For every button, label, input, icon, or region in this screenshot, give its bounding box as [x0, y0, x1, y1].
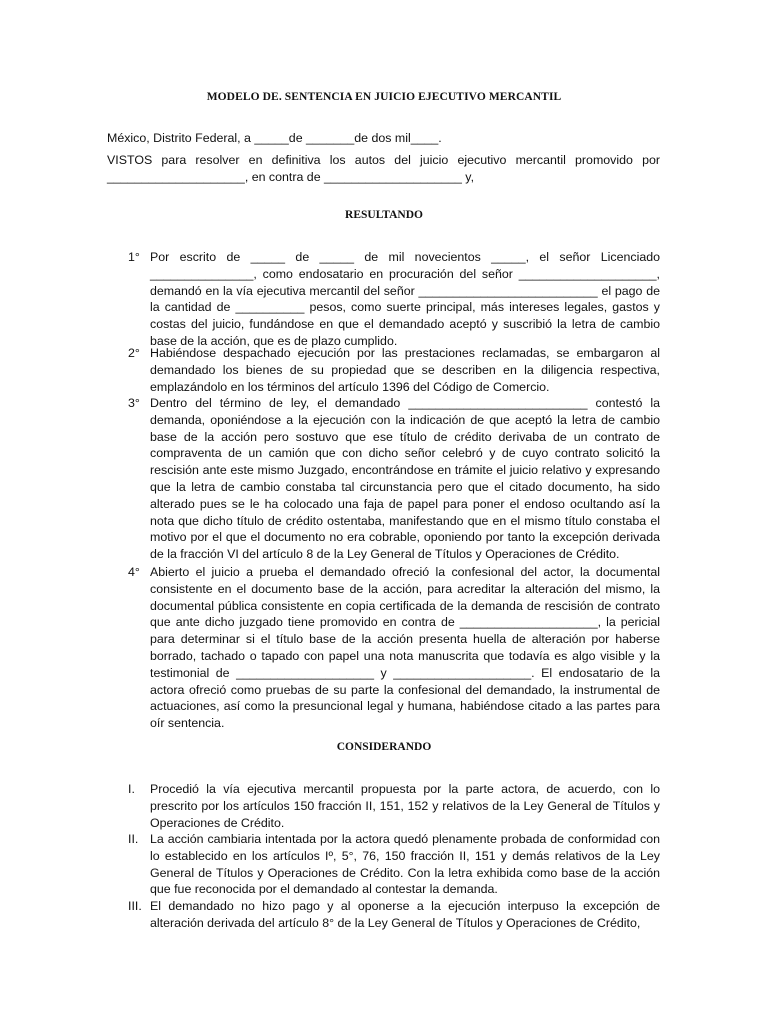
- item-number: 3°: [128, 396, 140, 410]
- vistos-paragraph: VISTOS para resolver en definitiva los autos del juicio ejecutivo mercantil promovido por ____________________, en contra de ____________________ y,: [107, 153, 660, 184]
- resultando-item-3: [128, 395, 660, 563]
- place-date-line: México, Distrito Federal, a _____de _______de dos mil____.: [107, 131, 442, 145]
- item-number: 2°: [128, 346, 140, 360]
- considerando-item-3: [128, 898, 660, 932]
- resultando-heading: RESULTANDO: [345, 209, 423, 221]
- resultando-item-2: [128, 345, 660, 395]
- item-text: Dentro del término de ley, el demandado __________________________ contestó la demanda, oponiéndose a la ejecución con la indicación de que aceptó la letra de cambio base de la acción pero sostuvo que ese título de crédito derivaba de un contrato de compraventa de un camión que con dicho señor celebró y de cuyo contrato solicitó la rescisión ante este mismo Juzgado, encontrándose en trámite el juicio relativo y expresando que la letra de cambio constaba tal circunstancia pero que el citado documento, ha sido alterado pues se le ha colocado una faja de papel para poner el endoso ocultando así la nota que dicho título de crédito ostentaba, manifestando que en el mismo título constaba el motivo por el que el documento no era cobrable, oponiendo por tanto la excepción derivada de la fracción VI del artículo 8 de la Ley General de Títulos y Operaciones de Crédito.: [150, 396, 660, 562]
- considerando-item-1: [128, 781, 660, 831]
- resultando-item-4: [128, 564, 660, 732]
- item-text: Por escrito de _____ de _____ de mil novecientos _____, el señor Licenciado _______________, como endosatario en procuración del señor ____________________, demandó en la vía ejecutiva mercantil del señor __________________________ el pago de la cantidad de __________ pesos, como suerte principal, más intereses legales, gastos y costas del juicio, fundándose en que el demandado aceptó y suscribió la letra de cambio base de la acción, que es de plazo cumplido.: [150, 250, 660, 348]
- document-title: MODELO DE. SENTENCIA EN JUICIO EJECUTIVO MERCANTIL: [206, 91, 562, 103]
- item-text: Procedió la vía ejecutiva mercantil propuesta por la parte actora, de acuerdo, con lo prescrito por los artículos 150 fracción II, 151, 152 y relativos de la Ley General de Títulos y Operaciones de Crédito.: [150, 782, 660, 830]
- considerando-item-2: [128, 831, 660, 898]
- item-text: La acción cambiaria intentada por la actora quedó plenamente probada de conformidad con lo establecido en los artículos Iº, 5°, 76, 150 fracción II, 151 y demás relativos de la Ley General de Títulos y Operaciones de Crédito. Con la letra exhibida como base de la acción que fue reconocida por el demandado al contestar la demanda.: [150, 832, 660, 897]
- item-number: III.: [128, 899, 142, 913]
- item-number: 4°: [128, 565, 140, 579]
- item-number: 1°: [128, 250, 140, 264]
- resultando-item-1: [128, 249, 660, 350]
- item-number: I.: [128, 782, 135, 796]
- item-text: El demandado no hizo pago y al oponerse a la ejecución interpuso la excepción de alteración derivada del artículo 8° de la Ley General de Títulos y Operaciones de Crédito,: [150, 899, 660, 930]
- considerando-heading: CONSIDERANDO: [336, 741, 432, 753]
- item-text: Abierto el juicio a prueba el demandado ofreció la confesional del actor, la documental consistente en el documento base de la acción, para acreditar la alteración del mismo, la documental pública consistente en copia certificada de la demanda de rescisión de contrato que ante dicho juzgado tiene promovido en contra de ____________________, la pericial para determinar si el título base de la acción presenta huella de alteración por haberse borrado, tachado o tapado con papel una nota manuscrita que todavía es algo visible y la testimonial de ____________________ y ____________________. El endosatario de la actora ofreció como pruebas de su parte la confesional del demandado, la instrumental de actuaciones, así como la presuncional legal y humana, habiéndose citado a las partes para oír sentencia.: [150, 565, 660, 731]
- item-text: Habiéndose despachado ejecución por las prestaciones reclamadas, se embargaron al demandado los bienes de su propiedad que se describen en la diligencia respectiva, emplazándolo en los términos del artículo 1396 del Código de Comercio.: [150, 346, 660, 394]
- item-number: II.: [128, 832, 139, 846]
